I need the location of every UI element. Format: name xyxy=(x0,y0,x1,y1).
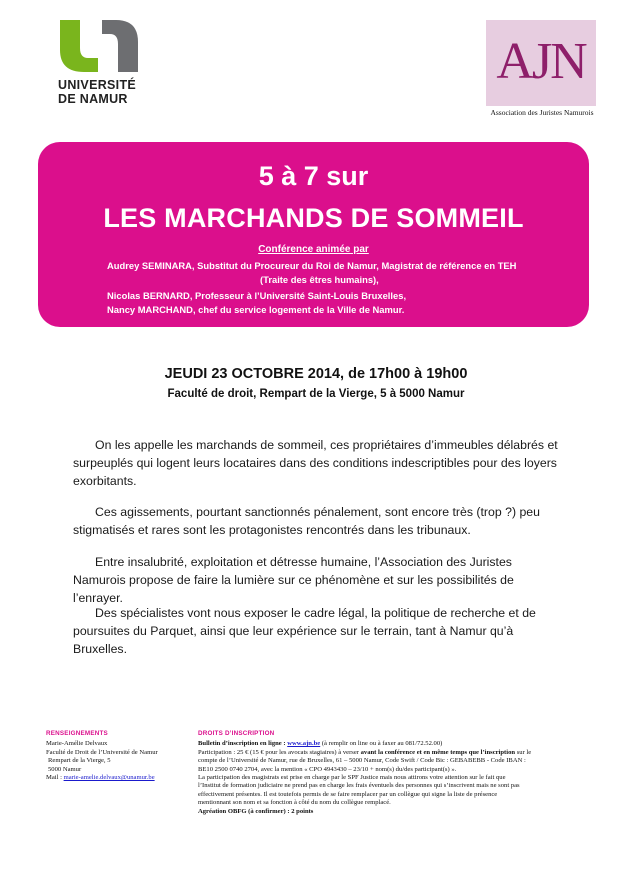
banner-subtitle: Conférence animée par xyxy=(258,244,369,255)
contact-name: Marie-Amélie Delvaux xyxy=(46,740,108,748)
registration-website-link[interactable]: www.ajn.be xyxy=(287,740,321,748)
registration-text: avant la conférence et en même temps que l’inscription xyxy=(360,748,516,756)
speaker-line: Audrey SEMINARA, Substitut du Procureur du Roi de Namur, Magistrat de référence en TEH xyxy=(107,260,517,271)
contact-address: 5000 Namur xyxy=(48,765,82,773)
registration-line: mentionnant son nom et sa fonction à côté du nom du collègue remplacé. xyxy=(198,799,391,807)
banner-title-line2: LES MARCHANDS DE SOMMEIL xyxy=(103,203,524,233)
contact-info xyxy=(46,730,186,782)
registration-text: sur le xyxy=(515,748,532,756)
unamur-un-logo-icon xyxy=(58,18,140,74)
speaker-line: (Traite des êtres humains), xyxy=(260,274,379,285)
registration-line: Agréation OBFG (à confirmer) : 2 points xyxy=(198,807,314,815)
ajn-logo-box xyxy=(486,20,596,106)
body-paragraph: On les appelle les marchands de sommeil, ces propriétaires d’immeubles délabrés et surpeuplés qui logent leurs locataires dans des conditions indescriptibles pour des loyers exorbitants. xyxy=(73,438,558,488)
registration-line xyxy=(198,749,590,757)
speaker-line: Nicolas BERNARD, Professeur à l’Université Saint-Louis Bruxelles, xyxy=(107,290,407,301)
contact-heading: RENSEIGNEMENTS xyxy=(46,730,108,737)
registration-line: effectivement présentes. Il est toutefois permis de se faire remplacer par un collègue qui signe la liste de présence xyxy=(198,790,498,798)
event-place: Faculté de droit, Rempart de la Vierge, 5 à 5000 Namur xyxy=(167,388,465,400)
ajn-logo-letters: AJN xyxy=(496,33,586,90)
registration-line: compte de l’Université de Namur, rue de Bruxelles, 61 – 5000 Namur, Code Swift / Code Bic : GEBABEBB - Code IBAN : xyxy=(198,757,526,765)
speaker-line: Nancy MARCHAND, chef du service logement de la Ville de Namur. xyxy=(107,304,405,315)
registration-text: (à remplir on line ou à faxer au 081/72.52.00) xyxy=(320,740,443,748)
body-paragraph: Des spécialistes vont nous exposer le cadre légal, la politique de recherche et de poursuites du Parquet, ainsi que leur expérience sur le terrain, tant à Namur qu’à Bruxelles. xyxy=(73,606,536,656)
registration-line: BE10 2500 0740 2704, avec la mention « CPO 4943430 – 23/10 + nom(s) du/des participant(s) ». xyxy=(198,765,457,773)
registration-info xyxy=(198,730,590,816)
body-paragraph: Ces agissements, pourtant sanctionnés pénalement, sont encore très (trop ?) peu stigmatisés et rares sont les protagonistes rencontrés dans les tribunaux. xyxy=(73,505,540,537)
logo-university-line1: UNIVERSITÉ xyxy=(58,78,137,92)
registration-heading: DROITS D’INSCRIPTION xyxy=(198,730,275,737)
body-paragraph: Entre insalubrité, exploitation et détresse humaine, l’Association des Juristes Namurois propose de faire la lumière sur ce phénomène et sur les possibilités de l’enrayer. xyxy=(73,555,514,605)
contact-email-link[interactable]: marie-amelie.delvaux@unamur.be xyxy=(63,774,155,782)
banner-title-line1: 5 à 7 sur xyxy=(258,161,369,191)
ajn-logo xyxy=(486,20,598,118)
registration-line: La participation des magistrats est prise en charge par le SPF Justice mais nous attirons votre attention sur le fait que xyxy=(198,774,506,782)
mail-label: Mail : xyxy=(46,774,64,782)
universite-de-namur-logo xyxy=(58,18,140,108)
registration-text: Bulletin d’inscription en ligne : xyxy=(198,740,288,748)
logo-university-line2: DE NAMUR xyxy=(58,92,128,106)
registration-line xyxy=(198,740,590,748)
ajn-tagline: Association des Juristes Namurois xyxy=(490,108,594,117)
contact-address: Rempart de la Vierge, 5 xyxy=(48,757,111,765)
registration-text: Participation : 25 € (15 € pour les avocats stagiaires) à verser xyxy=(198,748,361,756)
contact-mail-row xyxy=(46,774,186,782)
title-banner xyxy=(38,142,589,327)
contact-address: Faculté de Droit de l’Université de Namur xyxy=(46,748,158,756)
registration-line: l’Institut de formation judiciaire ne prend pas en charge les frais éventuels des personnes qui s’inscrivent mais ne sont pas xyxy=(198,782,520,790)
event-date: JEUDI 23 OCTOBRE 2014, de 17h00 à 19h00 xyxy=(164,366,468,382)
